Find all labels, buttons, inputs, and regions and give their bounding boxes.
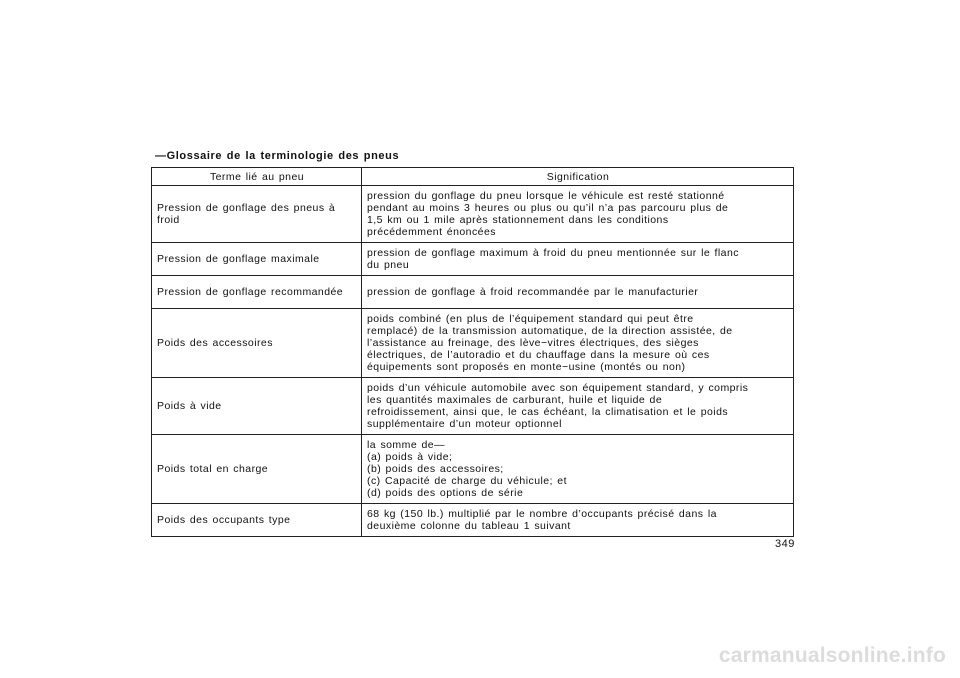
definition-cell	[362, 186, 794, 243]
definition-line: pression du gonflage du pneu lorsque le véhicule est resté stationné	[367, 189, 725, 202]
watermark-text: carmanualsonline.info	[718, 644, 946, 667]
table-row	[152, 276, 794, 309]
definition-line: refroidissement, ainsi que, le cas échéant, la climatisation et le poids	[367, 405, 729, 418]
definition-cell	[362, 504, 794, 537]
definition-line: pendant au moins 3 heures ou plus ou qu’il n’a pas parcouru plus de	[367, 201, 729, 214]
definition-line: (c) Capacité de charge du véhicule; et	[367, 474, 567, 487]
definition-line: poids combiné (en plus de l’équipement standard qui peut être	[367, 312, 694, 325]
table-row	[152, 186, 794, 243]
table-row	[152, 243, 794, 276]
definition-line: (a) poids à vide;	[367, 450, 453, 463]
definition-line: les quantités maximales de carburant, huile et liquide de	[367, 393, 663, 406]
definition-line: l’assistance au freinage, des lève−vitres électriques, des sièges	[367, 336, 699, 349]
table-header-row	[152, 168, 794, 186]
glossary-table	[151, 167, 794, 537]
section-title: —Glossaire de la terminologie des pneus	[155, 150, 400, 162]
term-cell: Poids à vide	[152, 378, 362, 435]
definition-line: 68 kg (150 lb.) multiplié par le nombre d’occupants précisé dans la	[367, 507, 717, 520]
definition-cell	[362, 309, 794, 378]
term-cell: Poids des accessoires	[152, 309, 362, 378]
table-row	[152, 504, 794, 537]
definition-line: supplémentaire d’un moteur optionnel	[367, 417, 562, 430]
term-cell: Pression de gonflage des pneus à froid	[152, 186, 362, 243]
definition-line: (b) poids des accessoires;	[367, 462, 504, 475]
definition-cell	[362, 435, 794, 504]
definition-line: précédemment énoncées	[367, 225, 496, 238]
table-row	[152, 309, 794, 378]
definition-line: électriques, de l’autoradio et du chauffage dans la mesure où ces	[367, 348, 710, 361]
definition-line: deuxième colonne du tableau 1 suivant	[367, 519, 571, 532]
definition-line: (d) poids des options de série	[367, 486, 524, 499]
definition-line: poids d’un véhicule automobile avec son équipement standard, y compris	[367, 381, 749, 394]
definition-line: 1,5 km ou 1 mile après stationnement dans les conditions	[367, 213, 669, 226]
term-cell: Poids total en charge	[152, 435, 362, 504]
definition-cell	[362, 378, 794, 435]
definition-line: pression de gonflage maximum à froid du pneu mentionnée sur le flanc	[367, 246, 739, 259]
column-header-term: Terme lié au pneu	[152, 168, 362, 186]
table-row	[152, 435, 794, 504]
term-cell: Pression de gonflage maximale	[152, 243, 362, 276]
definition-line: remplacé) de la transmission automatique, de la direction assistée, de	[367, 324, 733, 337]
definition-cell	[362, 243, 794, 276]
term-cell: Pression de gonflage recommandée	[152, 276, 362, 309]
table-row	[152, 378, 794, 435]
definition-line: pression de gonflage à froid recommandée par le manufacturier	[367, 285, 699, 298]
definition-cell	[362, 276, 794, 309]
page-number: 349	[775, 538, 795, 550]
term-cell: Poids des occupants type	[152, 504, 362, 537]
column-header-meaning: Signification	[362, 168, 794, 186]
definition-line: du pneu	[367, 258, 410, 271]
definition-line: la somme de—	[367, 438, 446, 451]
definition-line: équipements sont proposés en monte−usine (montés ou non)	[367, 360, 686, 373]
